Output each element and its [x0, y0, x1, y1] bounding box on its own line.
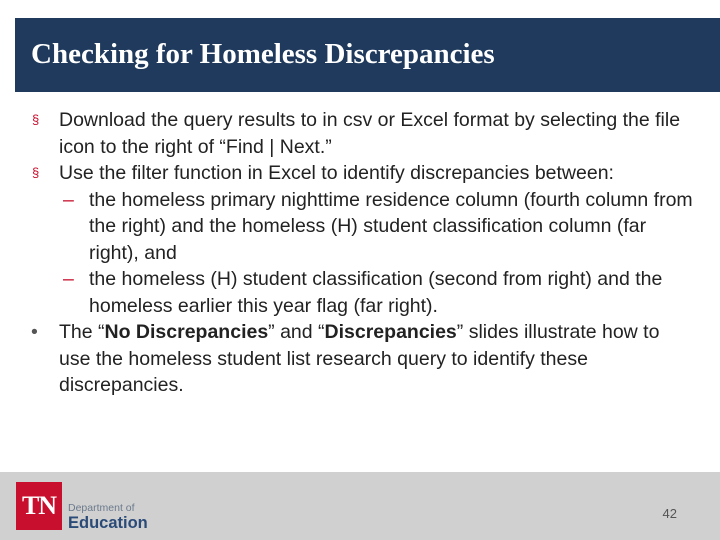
square-bullet-icon: §: [32, 165, 40, 180]
footer-bar: [0, 472, 720, 540]
bullet-item: [30, 107, 695, 160]
dash-bullet-icon: –: [63, 268, 74, 290]
logo-department-text: Department of: [68, 502, 135, 514]
slide-reference-discrepancies: Discrepancies: [324, 321, 457, 343]
bullet-text: The “No Discrepancies” and “Discrepancies” slides illustrate how to use the homeless student list research query to identify these discrepancies.: [59, 321, 660, 396]
square-bullet-icon: §: [32, 112, 40, 127]
slide-reference-no-discrepancies: No Discrepancies: [104, 321, 269, 343]
bullet-item: [30, 319, 695, 399]
page-number: 42: [662, 506, 677, 521]
bullet-text: Download the query results to in csv or Excel format by selecting the file icon to the right of “Find | Next.”: [59, 109, 681, 158]
sub-bullet-item: [62, 187, 695, 267]
tn-education-logo: [16, 482, 146, 532]
sub-bullet-item: [62, 266, 695, 319]
dash-bullet-icon: –: [63, 188, 74, 211]
bullet-text: Use the filter function in Excel to identify discrepancies between:: [59, 162, 614, 184]
slide-body: [30, 107, 695, 399]
logo-education-text: Education: [68, 514, 148, 532]
tn-logo-icon: TN: [16, 482, 62, 530]
dot-bullet-icon: •: [31, 321, 38, 343]
bullet-text: the homeless primary nighttime residence column (fourth column from the right) and the homeless (H) student classification column (far right), and: [89, 188, 693, 264]
slide-title: Checking for Homeless Discrepancies: [31, 38, 495, 70]
title-bar: [15, 18, 720, 92]
bullet-item: [30, 160, 695, 187]
bullet-text: the homeless (H) student classification (second from right) and the homeless earlier this year flag (far right).: [89, 268, 663, 317]
